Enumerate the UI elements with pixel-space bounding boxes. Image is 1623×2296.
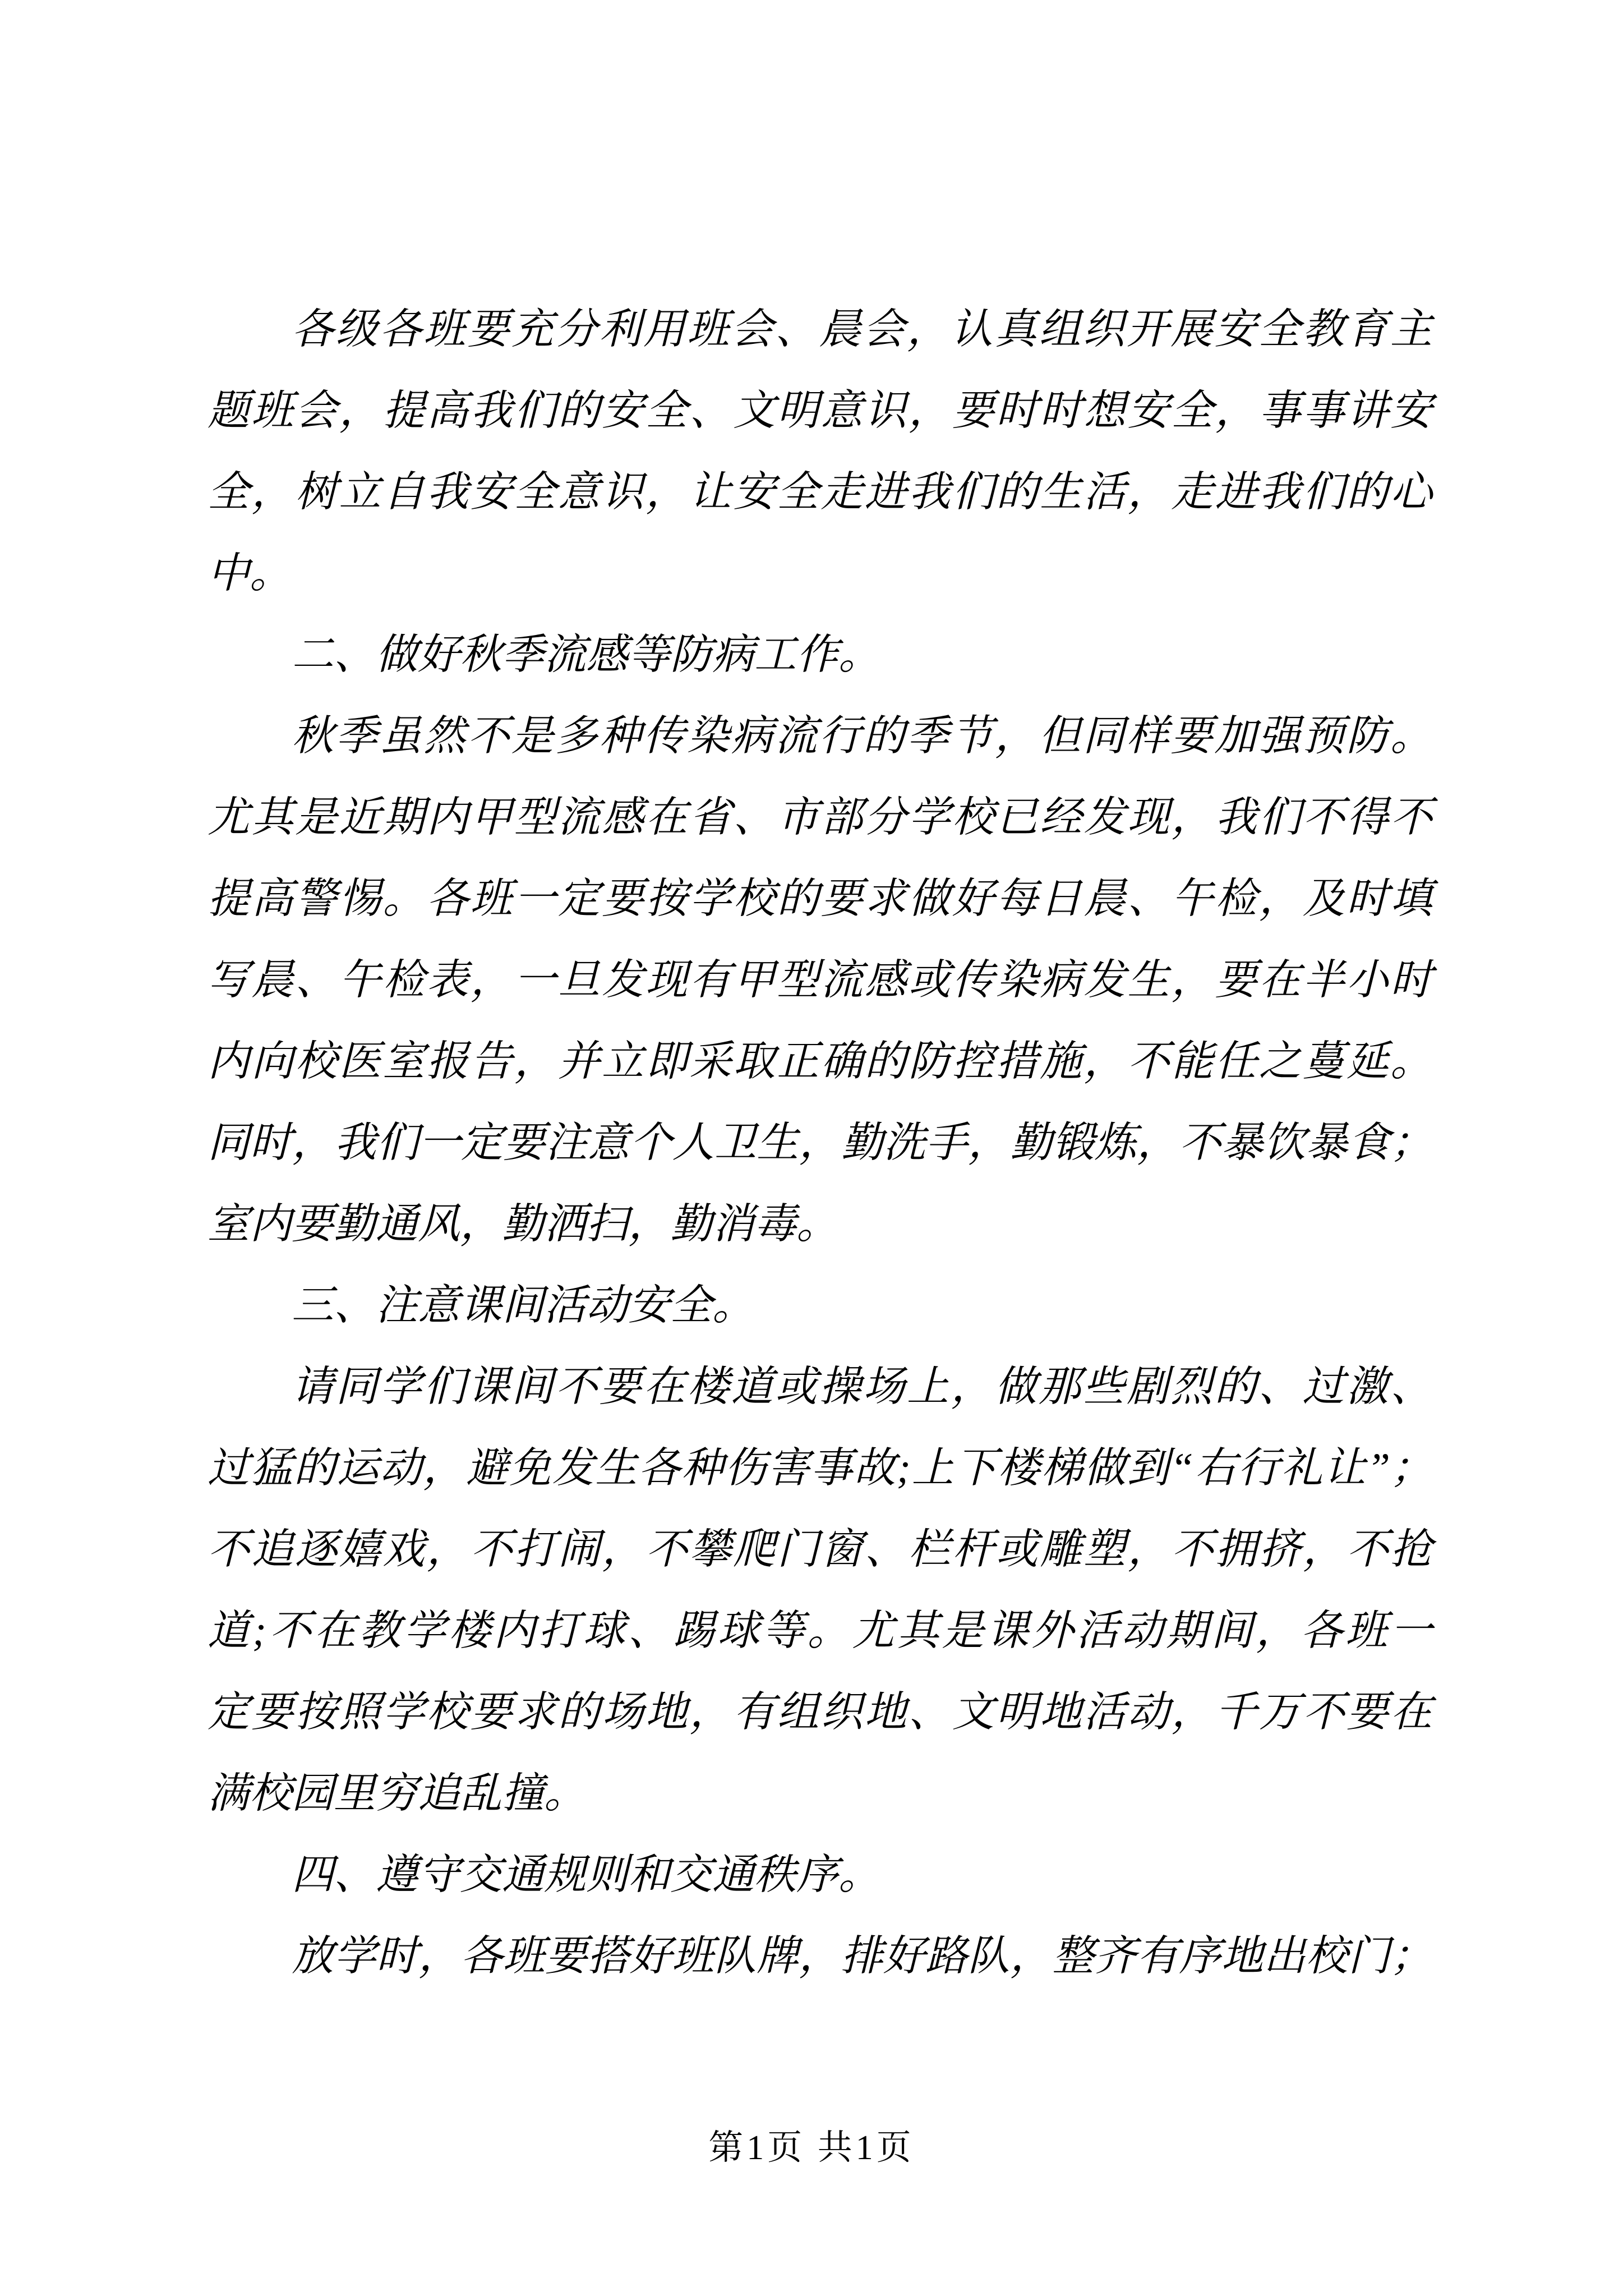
text-line: 各级各班要充分利用班会、晨会，认真组织开展安全教育主	[292, 306, 1432, 353]
text-line: 三、注意课间活动安全。	[292, 1282, 755, 1329]
text-line: 请同学们课间不要在楼道或操场上，做那些剧烈的、过激、	[292, 1364, 1432, 1410]
text-line: 四、遵守交通规则和交通秩序。	[292, 1852, 881, 1898]
text-line: 同时，我们一定要注意个人卫生，勤洗手，勤锻炼，不暴饮暴食；	[208, 1120, 1432, 1166]
text-line: 过猛的运动，避免发生各种伤害事故;上下楼梯做到“右行礼让”；	[208, 1445, 1432, 1492]
text-line: 题班会，提高我们的安全、文明意识，要时时想安全，事事讲安	[208, 388, 1432, 434]
text-line: 提高警惕。各班一定要按学校的要求做好每日晨、午检，及时填	[208, 876, 1432, 922]
text-line: 满校园里穷追乱撞。	[208, 1770, 587, 1817]
text-line: 放学时，各班要搭好班队牌，排好路队，整齐有序地出校门；	[292, 1933, 1432, 1980]
page-footer: 第1页 共1页	[708, 2129, 915, 2167]
text-line: 内向校医室报告，并立即采取正确的防控措施，不能任之蔓延。	[208, 1038, 1432, 1085]
text-line: 定要按照学校要求的场地，有组织地、文明地活动，千万不要在	[208, 1689, 1432, 1736]
text-line: 写晨、午检表，一旦发现有甲型流感或传染病发生，要在半小时	[208, 957, 1432, 1004]
text-line: 道;不在教学楼内打球、踢球等。尤其是课外活动期间，各班一	[208, 1608, 1432, 1654]
text-line: 二、做好秋季流感等防病工作。	[292, 632, 881, 678]
document-body	[208, 289, 1432, 1997]
text-line: 中。	[208, 550, 292, 597]
text-line: 室内要勤通风，勤洒扫，勤消毒。	[208, 1201, 839, 1248]
text-line: 全，树立自我安全意识，让安全走进我们的生活，走进我们的心	[208, 469, 1432, 516]
text-line: 尤其是近期内甲型流感在省、市部分学校已经发现，我们不得不	[208, 794, 1432, 841]
text-line: 不追逐嬉戏，不打闹，不攀爬门窗、栏杆或雕塑，不拥挤，不抢	[208, 1526, 1432, 1573]
text-line: 秋季虽然不是多种传染病流行的季节，但同样要加强预防。	[292, 713, 1432, 760]
